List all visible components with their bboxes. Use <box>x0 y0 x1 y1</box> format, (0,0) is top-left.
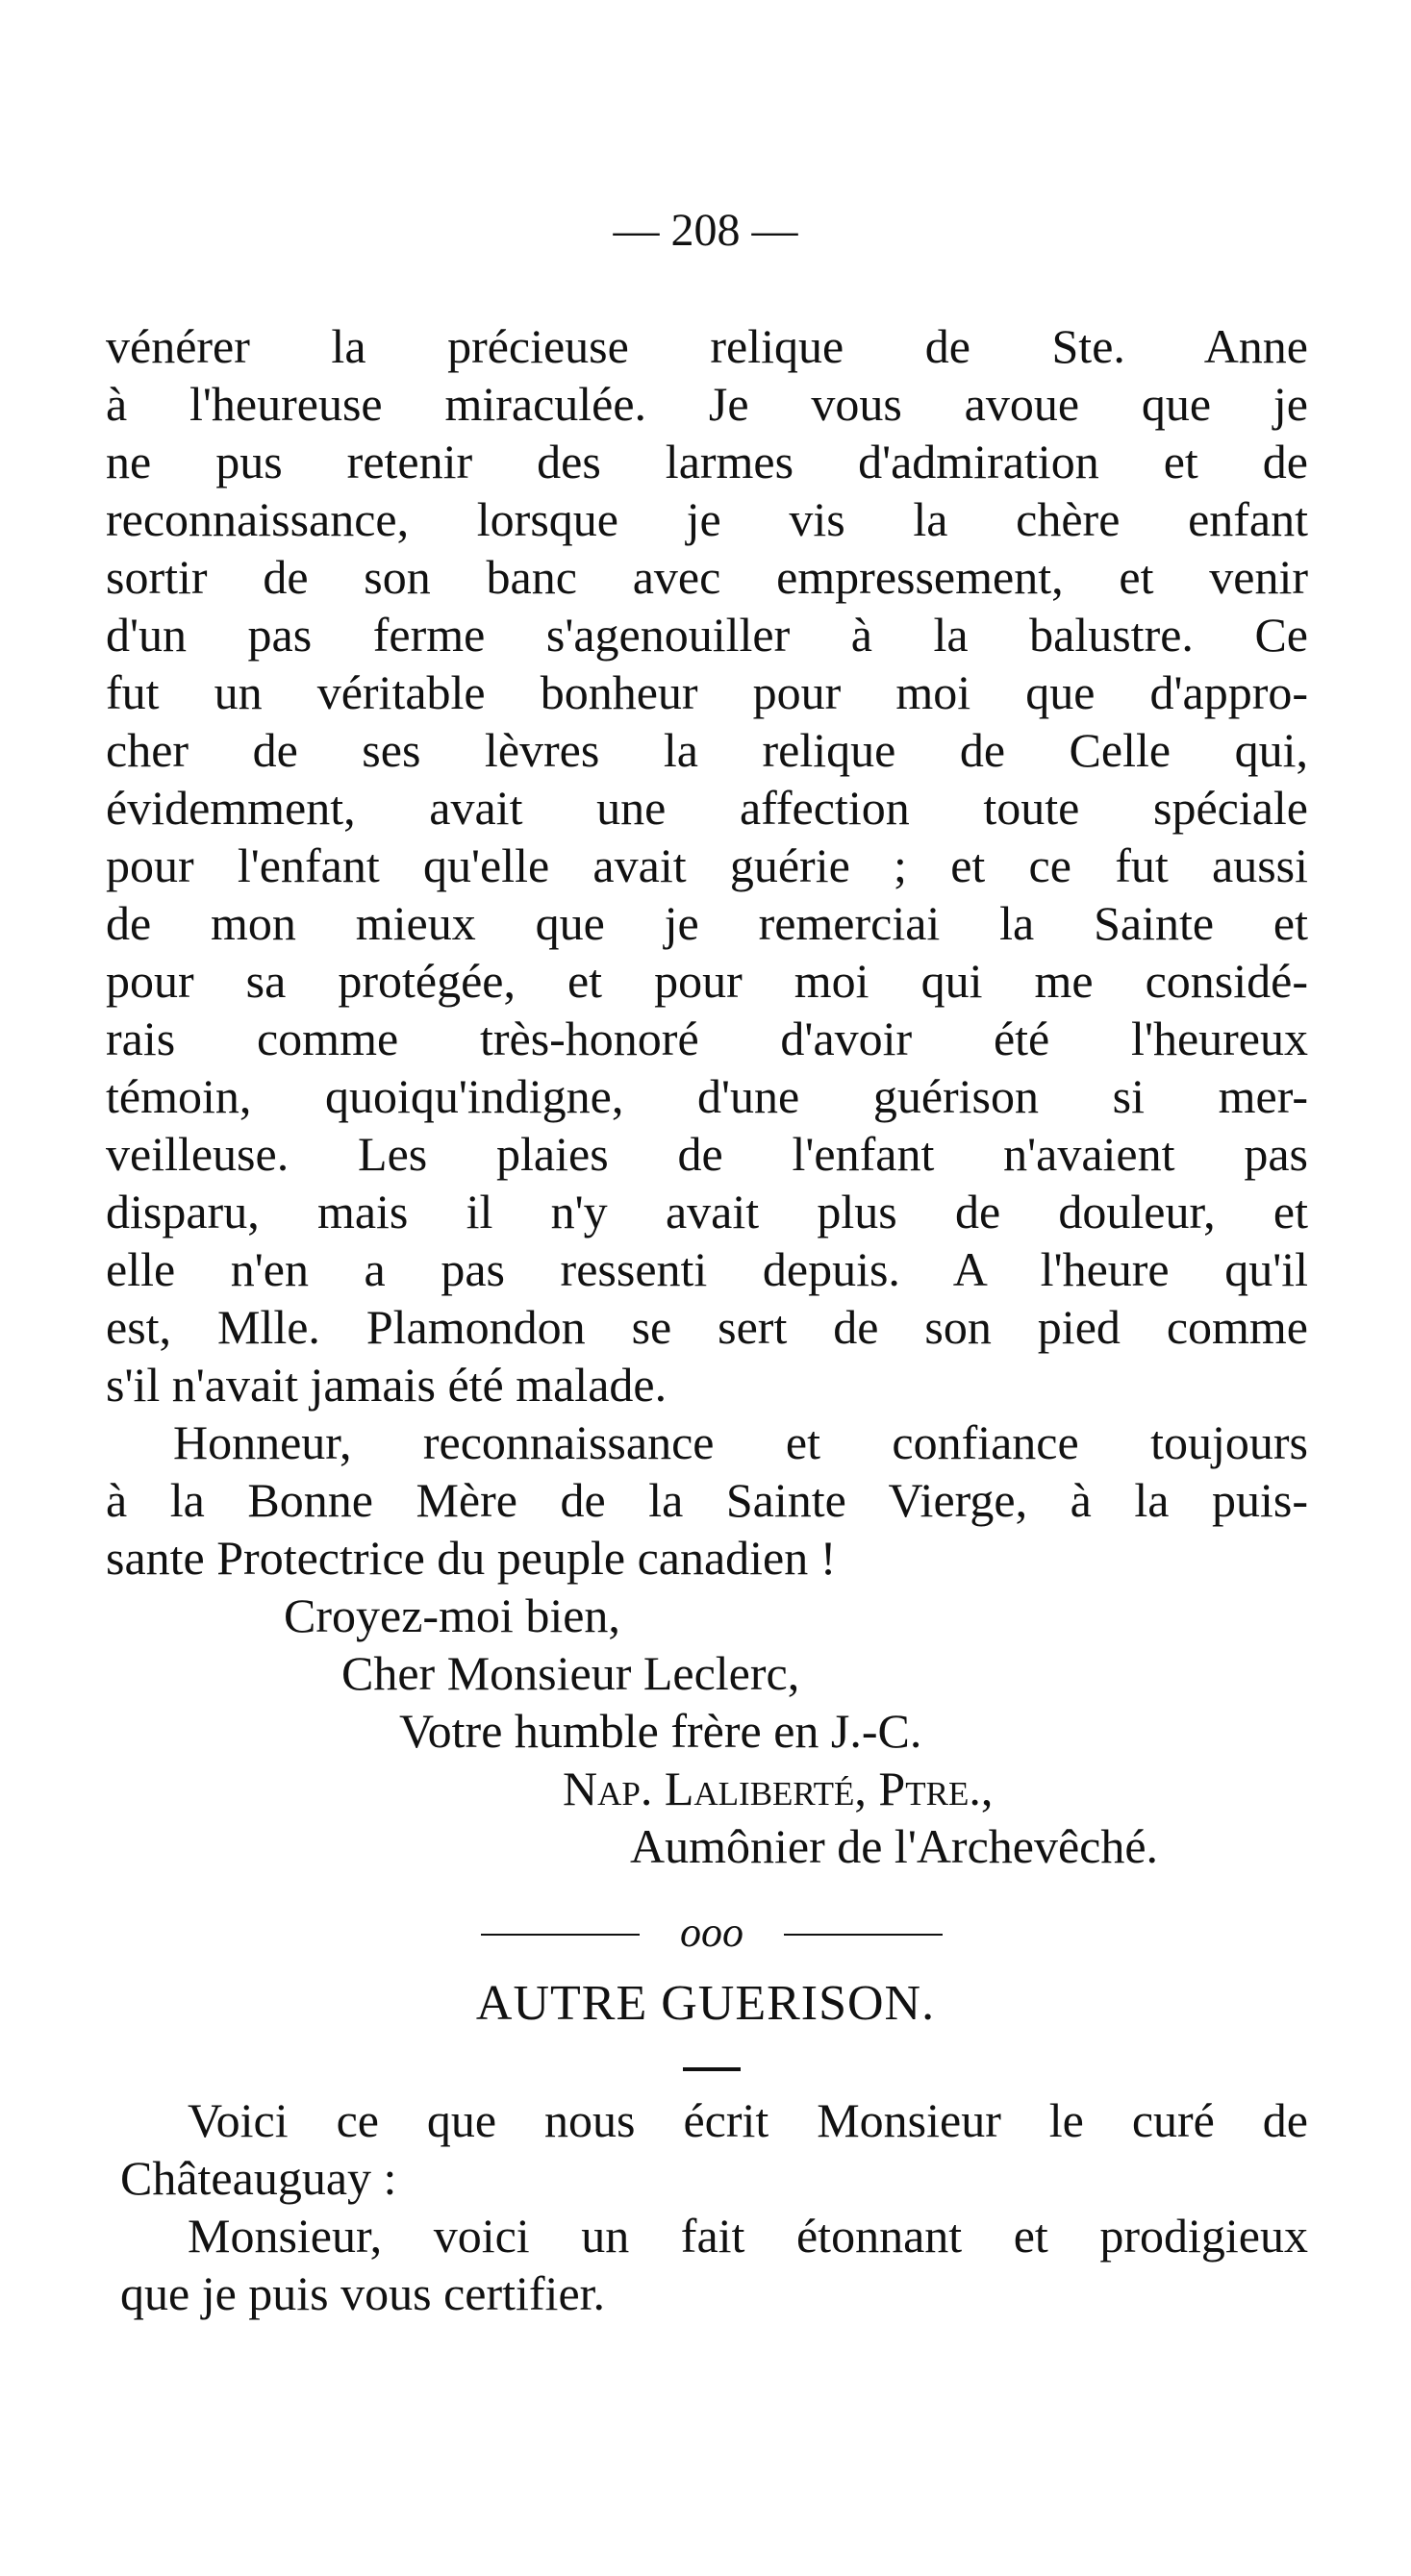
paragraph-1-line: rais comme très-honoré d'avoir été l'heureux <box>106 1012 1308 1065</box>
divider-rule-right <box>784 1934 943 1936</box>
paragraph-1-line: cher de ses lèvres la relique de Celle qui, <box>106 723 1308 777</box>
paragraph-1-line: ne pus retenir des larmes d'admiration et de <box>106 435 1308 488</box>
paragraph-1-line: de mon mieux que je remerciai la Sainte et <box>106 896 1308 950</box>
paragraph-1-line: disparu, mais il n'y avait plus de douleur, et <box>106 1185 1308 1238</box>
paragraph-1-line: elle n'en a pas ressenti depuis. A l'heure qu'il <box>106 1242 1308 1296</box>
paragraph-1-line: reconnaissance, lorsque je vis la chère enfant <box>106 492 1308 546</box>
paragraph-1-line: pour sa protégée, et pour moi qui me considé- <box>106 954 1308 1008</box>
paragraph-2-line: Honneur, reconnaissance et confiance toujours <box>173 1415 1308 1469</box>
paragraph-3-line: Voici ce que nous écrit Monsieur le curé de <box>188 2093 1308 2147</box>
paragraph-1-line: est, Mlle. Plamondon se sert de son pied comme <box>106 1300 1308 1354</box>
closing-line: Votre humble frère en J.-C. <box>399 1704 922 1758</box>
signature-name: Nap. Laliberté, Ptre., <box>563 1762 994 1815</box>
paragraph-1-line: s'il n'avait jamais été malade. <box>106 1358 668 1412</box>
signature-role: Aumônier de l'Archevêché. <box>630 1819 1159 1873</box>
paragraph-2-line: sante Protectrice du peuple canadien ! <box>106 1531 837 1585</box>
paragraph-3-line: Châteauguay : <box>120 2151 397 2205</box>
page-number: — 208 — <box>613 205 798 256</box>
paragraph-1-line: vénérer la précieuse relique de Ste. Anne <box>106 319 1308 373</box>
paragraph-1-line: sortir de son banc avec empressement, et venir <box>106 550 1308 604</box>
section-divider <box>481 1904 943 1962</box>
paragraph-4-line: que je puis vous certifier. <box>120 2266 606 2320</box>
paragraph-1-line: pour l'enfant qu'elle avait guérie ; et ce fut aussi <box>106 838 1308 892</box>
closing-line: Cher Monsieur Leclerc, <box>341 1646 800 1700</box>
divider-ornament: ooo <box>680 1909 743 1956</box>
paragraph-4-line: Monsieur, voici un fait étonnant et prodigieux <box>188 2209 1308 2263</box>
paragraph-1-line: à l'heureuse miraculée. Je vous avoue que je <box>106 377 1308 431</box>
divider-rule-left <box>481 1934 640 1936</box>
paragraph-1-line: évidemment, avait une affection toute spéciale <box>106 781 1308 835</box>
paragraph-1-line: fut un véritable bonheur pour moi que d'appro- <box>106 665 1308 719</box>
paragraph-1-line: d'un pas ferme s'agenouiller à la balustre. Ce <box>106 608 1308 662</box>
paragraph-2-line: à la Bonne Mère de la Sainte Vierge, à la puis- <box>106 1473 1308 1527</box>
title-rule <box>683 2067 741 2071</box>
closing-line: Croyez-moi bien, <box>284 1588 620 1642</box>
section-title: AUTRE GUERISON. <box>475 1976 936 2031</box>
paragraph-1-line: veilleuse. Les plaies de l'enfant n'avaient pas <box>106 1127 1308 1181</box>
paragraph-1-line: témoin, quoiqu'indigne, d'une guérison si mer- <box>106 1069 1308 1123</box>
